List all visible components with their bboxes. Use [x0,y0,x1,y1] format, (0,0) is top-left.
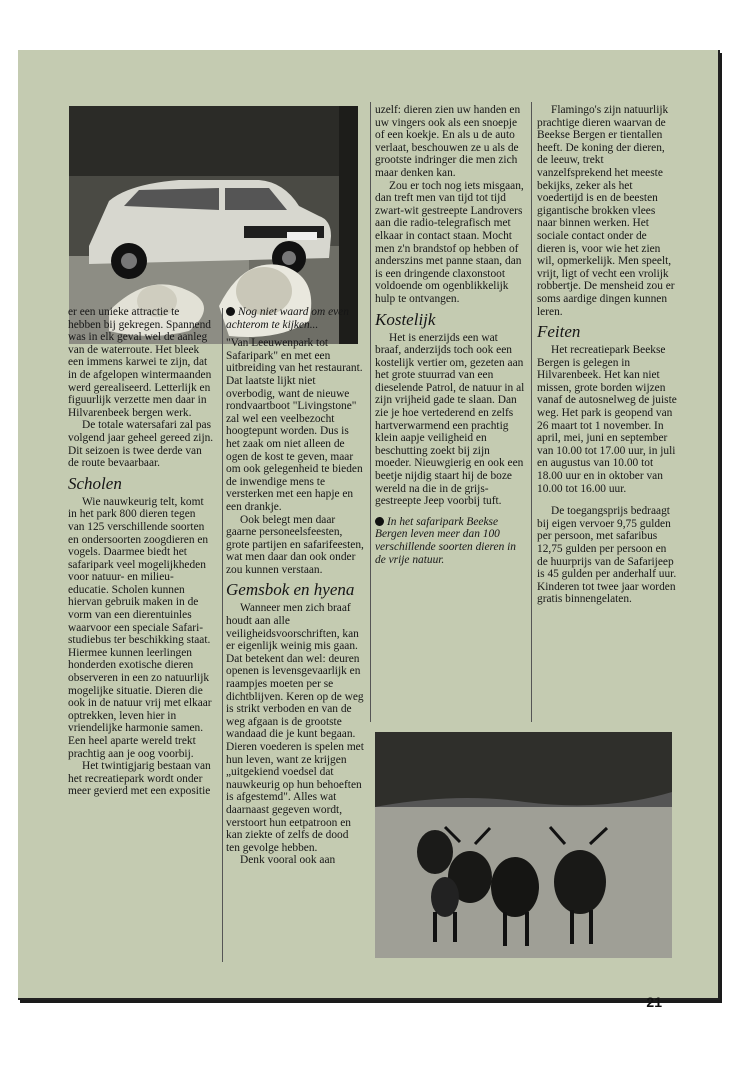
col3-paragraph: Het is enerzijds een wat braaf, anderzijds toch ook een kostelijk vertier om, gezeten aan het grote stuurrad van een dieselende Patrol, de natuur in al zijn vrijheid gade te slaan. Dan zie je hoe vertederend en zelfs hartverwarmend een prachtig klein aapje veiligheid en beschutting zoekt bij zijn moeder. Nieuwgierig en ook een beetje nijdig staart hij de boze wereld na die in de grijs-gestreepte Jeep voorbij tuft. [375,331,525,508]
caption-text: In het safaripark Beekse Bergen leven meer dan 100 verschillende soorten dieren in de vrije natuur. [375,515,516,566]
bullet-icon [226,307,235,316]
col2-paragraph: "Van Leeuwenpark tot Safaripark" en met een uitbreiding van het restaurant. Dat laatste lijkt niet overbodig, want de nieuwe rondvaartboot "Livingstone" zal wel een veelbezocht hoogtepunt worden. Dus is het zaak om niet alleen de ogen de kost te geven, maar om ook gelegenheid te bieden de inwendige mens te versterken met een hapje en een drankje. [226,337,363,513]
column-rule [531,102,532,722]
col1-paragraph: Het twintigjarig bestaan van het recreatiepark wordt onder meer gevierd met een expositie [68,760,211,798]
column-1 [68,306,214,798]
magazine-page [18,50,720,1010]
bullet-icon [375,517,384,526]
col4-paragraph: Het recreatiepark Beekse Bergen is gelegen in Hilvarenbeek. Het kan niet missen, grote borden wijzen vanaf de autosnelweg de juiste weg. Het park is geopend van 26 maart tot 1 november. In april, mei, juni en september van 10.00 tot 17.00 uur, in juli en augustus van 10.00 tot 18.00 uur en in oktober van 10.00 tot 16.00 uur. [537,344,677,495]
page-number: 21 [646,994,662,1010]
col3-paragraph: Zou er toch nog iets misgaan, dan treft men van tijd tot tijd zwart-wit gestreepte Landrovers aan die radio-telegrafisch met elkaar in contact staan. Mocht men z'n brandstof op hebben of anderszins met panne staan, dan is een dringende claxonstoot voldoende om ogenblikkelijk hulp te ontvangen. [375,179,524,305]
col4-paragraph: De toegangsprijs bedraagt bij eigen vervoer 9,75 gulden per persoon, met safaribus 12,75 gulden per persoon en de huurprijs van de Safarijeep is 45 gulden per anderhalf uur. Kinderen tot twee jaar worden gratis binnengelaten. [537,505,677,606]
column-4 [537,104,677,606]
column-rule [370,102,371,722]
col1-paragraph: Wie nauwkeurig telt, komt in het park 800 dieren tegen van 125 verschillende soorten en ondersoorten zoogdieren en vogels. Daarmee biedt het safaripark veel mogelijkheden voor natuur- en milieu-educatie. Scholen kunnen hiervan gebruik maken in de vorm van een dierentuinles waarvoor een speciale Safari-studiebus ter beschikking staat. Hiermee kunnen leerlingen honderden exotische dieren observeren in een zo natuurlijk mogelijke situatie. Dieren die ook in de natuur vrij met elkaar optrekken, leven hier in vriendelijke harmonie samen. Een heel aparte wereld trekt prachtig aan je oog voorbij. [68,495,212,760]
photo-antelopes [375,732,672,958]
column-2 [226,306,364,867]
heading-feiten: Feiten [537,322,581,342]
col3-paragraph: uzelf: dieren zien uw handen en uw vingers ook als een snoepje of een koekje. En als u de auto verlaat, beschouwen ze u als de grootste indringer die men zich maar denken kan. [375,104,521,179]
col1-paragraph: er een unieke attractie te hebben bij gekregen. Spannend was in elk geval wel de aanleg van de waterroute. Het bleek een immens karwei te zijn, dat in de afgelopen wintermaanden werd gerealiseerd. Letterlijk en figuurlijk verzette men daar in Hilvarenbeek bergen werk. [68,306,212,419]
heading-scholen: Scholen [68,473,122,493]
column-rule [222,308,223,962]
col2-paragraph: Denk vooral ook aan [240,854,336,867]
heading-gemsbok: Gemsbok en hyena [226,580,355,600]
column-3 [375,104,525,572]
photo-caption [226,306,364,331]
photo-caption [375,516,525,566]
col2-paragraph: Ook belegt men daar gaarne personeelsfeesten, grote partijen en safarifeesten, wat men daar dan ook onder zou kunnen verstaan. [226,513,364,576]
heading-kostelijk: Kostelijk [375,309,436,329]
antelopes-image [375,732,672,958]
col1-paragraph: De totale watersafari zal pas volgend jaar geheel gereed zijn. Dit seizoen is twee derde van de route bevaarbaar. [68,419,214,470]
col2-paragraph: Wanneer men zich braaf houdt aan alle veiligheidsvoorschriften, kan er eigenlijk weinig mis gaan. Dat betekent dan wel: deuren openen is levensgevaarlijk en raampjes moeten per se dichtblijven. Keren op de weg is strikt verboden en van de weg afgaan is de grootste wandaad die je kunt begaan. Dieren voederen is spelen met hun leven, want ze krijgen „uitgekiend voedsel dat nauwkeurig op hun behoeften is afgestemd". Alles wat daarnaast gegeven wordt, verstoort hun eetpatroon en kan ziekte of zelfs de dood ten gevolge hebben. [226,602,364,854]
col4-paragraph: Flamingo's zijn natuurlijk prachtige dieren waarvan de Beekse Bergen er tientallen heeft. De koning der dieren, de leeuw, trekt vanzelfsprekend het meeste bekijks, zeker als het voedertijd is en de beesten gigantische brokken vlees naar binnen werken. Het sociale contact onder de dieren is, voor wie het zien wil, opmerkelijk. Men speelt, vrijt, ligt of vecht een vrolijk robbertje. De mensheid zou er soms aardige dingen kunnen leren. [537,104,675,318]
caption-text: Nog niet waard om even achterom te kijken... [226,306,349,331]
